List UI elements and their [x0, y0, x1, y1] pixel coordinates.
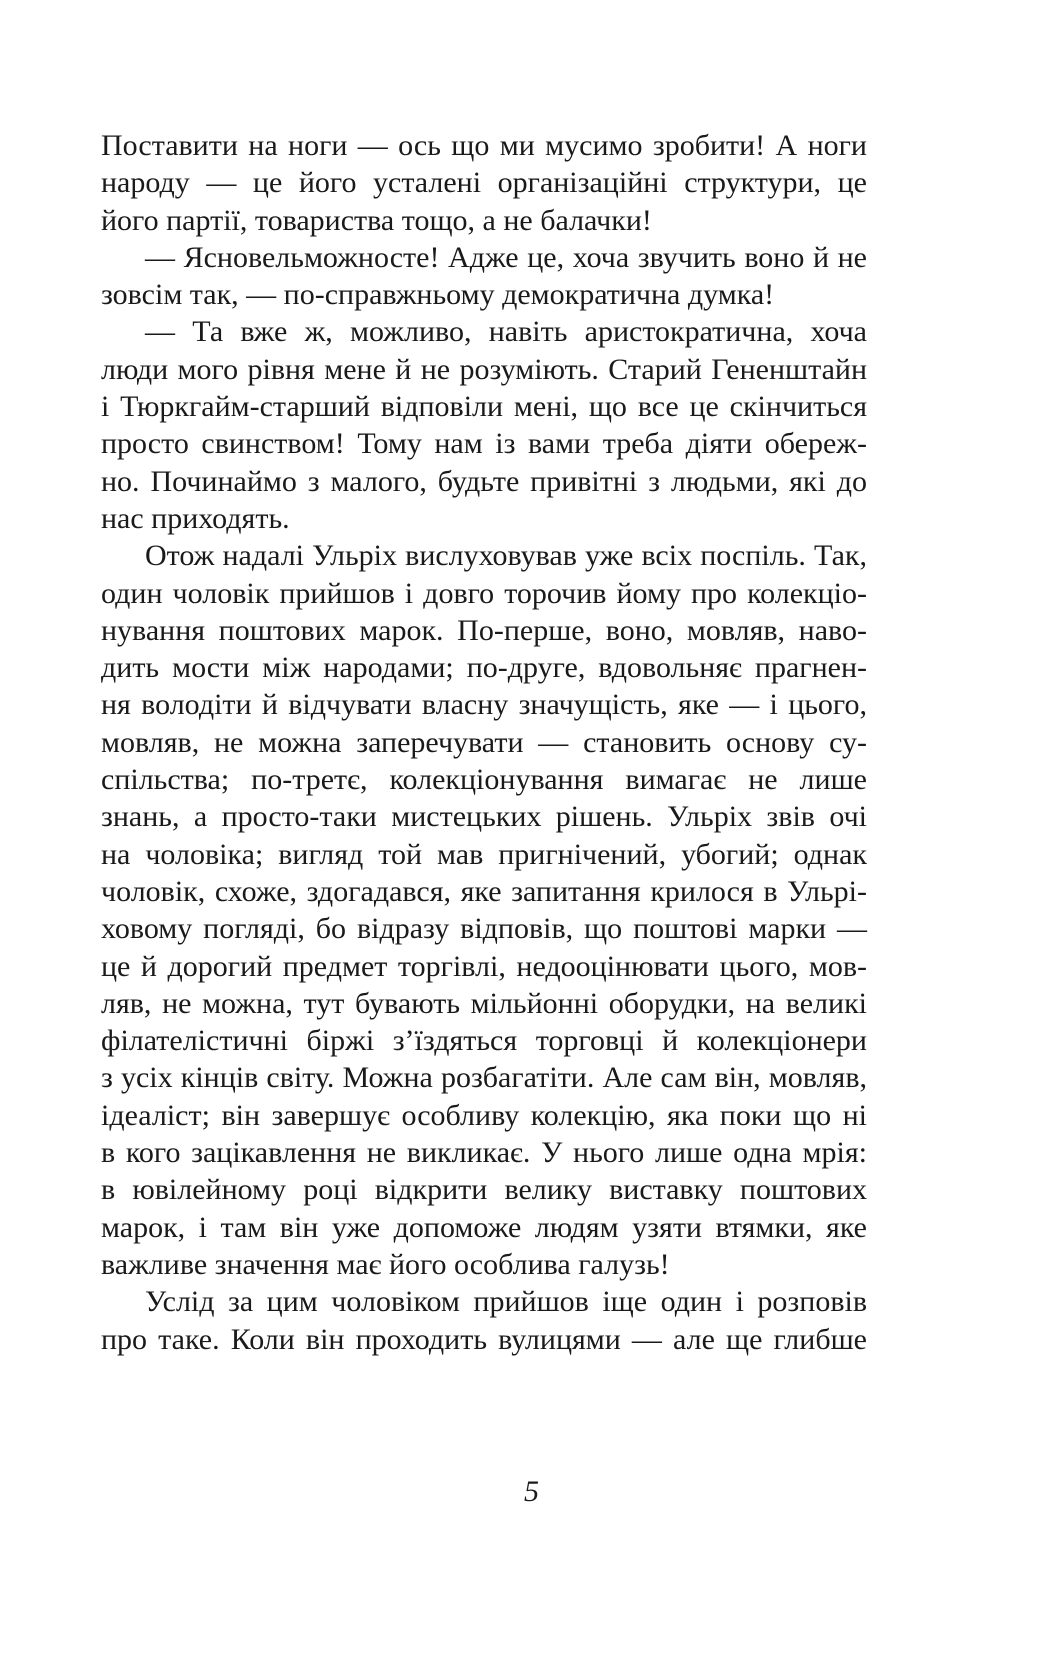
text-line: — Ясновельможносте! Адже це, хоча звучить воно й не: [145, 240, 867, 274]
text-line: зовсім так, — по-справжньому демократична думка!: [101, 278, 775, 312]
text-line: на чоловіка; вигляд той мав пригнічений, убогий; однак: [101, 837, 867, 871]
text-line: дить мости між народами; по-друге, вдовольняє прагнен-: [101, 651, 867, 685]
text-line: ховому погляді, бо відразу відповів, що поштові марки —: [101, 912, 867, 946]
text-line: знань, а просто-таки мистецьких рішень. Ульріх звів очі: [101, 800, 867, 834]
text-line: ляв, не можна, тут бувають мільйонні оборудки, на великі: [101, 986, 867, 1020]
text-line: марок, і там він уже допоможе людям узяти втямки, яке: [101, 1210, 867, 1244]
text-line: мовляв, не можна заперечувати — становить основу су-: [101, 725, 867, 759]
text-line: це й дорогий предмет торгівлі, недооцінювати цього, мов-: [101, 949, 867, 983]
text-line: чоловік, схоже, здогадався, яке запитання крилося в Ульрі-: [101, 874, 867, 908]
body-text: [101, 127, 867, 1358]
text-line: філателістичні біржі з’їздяться торговці й колекціонери: [101, 1024, 867, 1058]
text-line: нас приходять.: [101, 501, 290, 535]
text-line: спільства; по-третє, колекціонування вимагає не лише: [101, 763, 867, 797]
text-line: в кого зацікавлення не викликає. У нього лише одна мрія:: [101, 1136, 867, 1170]
text-line: з усіх кінців світу. Можна розбагатіти. Але сам він, мовляв,: [101, 1061, 867, 1095]
text-line: про таке. Коли він проходить вулицями — але ще глибше: [101, 1322, 867, 1356]
text-line: ідеаліст; він завершує особливу колекцію, яка поки що ні: [101, 1098, 867, 1132]
text-line: Услід за цим чоловіком прийшов іще один і розповів: [145, 1285, 867, 1319]
text-line: народу — це його усталені організаційні структури, це: [101, 166, 867, 200]
text-line: Отож надалі Ульріх вислуховував уже всіх поспіль. Так,: [145, 539, 867, 573]
text-line: в ювілейному році відкрити велику виставку поштових: [101, 1173, 867, 1207]
text-line: його партії, товариства тощо, а не балачки!: [101, 203, 652, 237]
text-line: важливе значення має його особлива галузь!: [101, 1247, 670, 1281]
text-line: і Тюркгайм-старший відповіли мені, що все це скінчиться: [101, 390, 867, 424]
text-line: люди мого рівня мене й не розуміють. Старий Гененштайн: [101, 352, 867, 386]
text-line: Поставити на ноги — ось що ми мусимо зробити! А ноги: [101, 129, 867, 162]
text-line: — Та вже ж, можливо, навіть аристократична, хоча: [145, 315, 867, 349]
text-line: один чоловік прийшов і довго торочив йому про колекціо-: [101, 576, 867, 610]
text-line: ня володіти й відчувати власну значущість, яке — і цього,: [101, 688, 867, 722]
text-line: но. Починаймо з малого, будьте привітні з людьми, які до: [101, 464, 867, 498]
text-line: нування поштових марок. По-перше, воно, мовляв, наво-: [101, 613, 867, 647]
page-number: 5: [524, 1475, 539, 1508]
text-line: просто свинством! Тому нам із вами треба діяти обереж-: [101, 427, 867, 461]
